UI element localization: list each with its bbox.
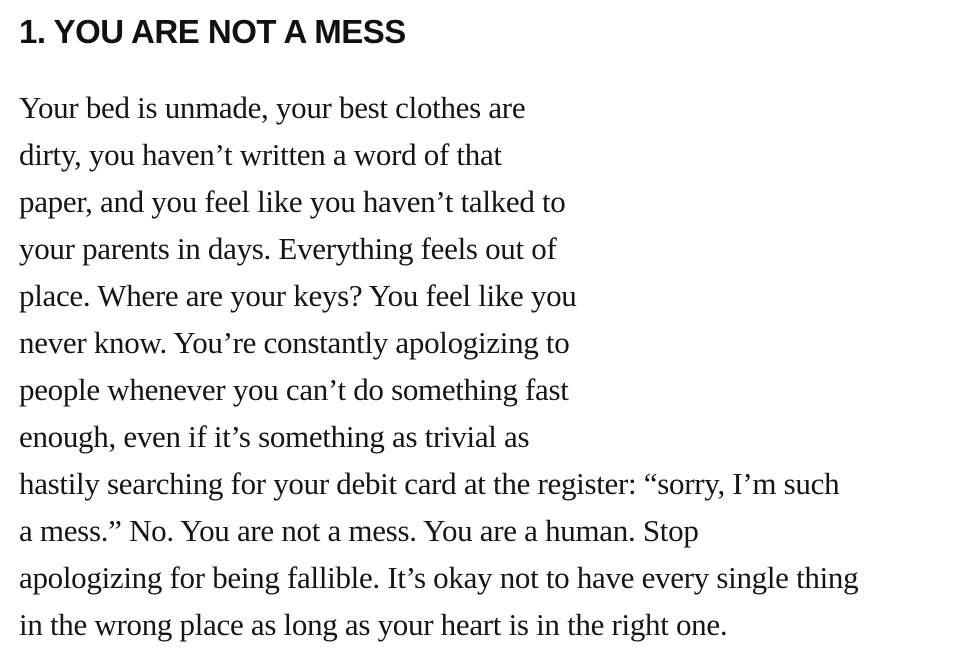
paragraph-line: people whenever you can’t do something fast <box>19 372 569 407</box>
paragraph-line: in the wrong place as long as your heart is in the right one. <box>19 607 728 642</box>
paragraph-line: paper, and you feel like you haven’t talked to <box>19 184 566 219</box>
paragraph-line: dirty, you haven’t written a word of that <box>19 137 502 172</box>
paragraph-line: enough, even if it’s something as trivial as <box>19 419 530 454</box>
section-heading: 1. YOU ARE NOT A MESS <box>19 13 406 50</box>
paragraph-line: Your bed is unmade, your best clothes are <box>19 90 526 125</box>
paragraph-line: hastily searching for your debit card at the register: “sorry, I’m such <box>19 466 840 501</box>
paragraph-line: place. Where are your keys? You feel like you <box>19 278 577 313</box>
paragraph-line: never know. You’re constantly apologizing to <box>19 325 570 360</box>
paragraph-line: apologizing for being fallible. It’s okay not to have every single thing <box>19 560 859 595</box>
body-paragraph <box>19 84 858 648</box>
paragraph-line: your parents in days. Everything feels out of <box>19 231 557 266</box>
paragraph-line: a mess.” No. You are not a mess. You are a human. Stop <box>19 513 699 548</box>
